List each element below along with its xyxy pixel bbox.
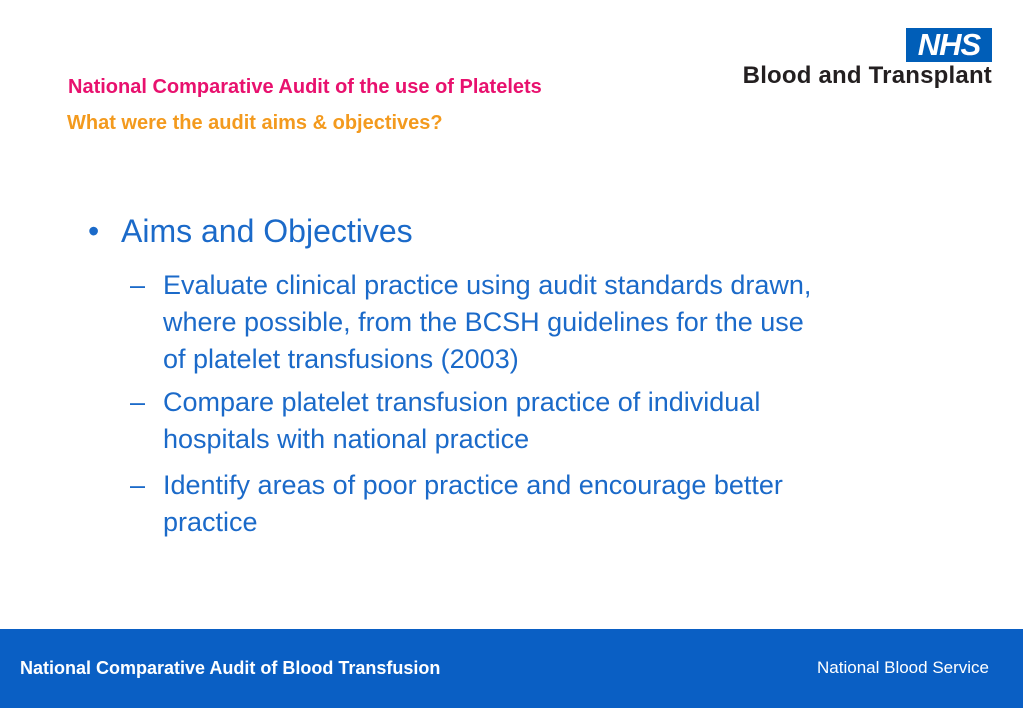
text-line: of platelet transfusions (2003) [163,344,519,374]
heading-bullet-item [88,213,413,250]
slide-title: National Comparative Audit of the use of Platelets [68,76,542,98]
text-line: Compare platelet transfusion practice of individual [163,387,761,417]
text-line: hospitals with national practice [163,424,530,454]
nhs-badge: NHS [906,28,992,62]
bullet-heading: Aims and Objectives [121,213,413,249]
text-line: practice [163,507,258,537]
sub-bullet-text [163,467,783,541]
footer-bar [0,629,1023,708]
bullet-icon: • [88,213,100,249]
text-line: Evaluate clinical practice using audit standards drawn, [163,270,812,300]
sub-bullet-text [163,384,760,458]
sub-bullet-text [163,267,811,378]
text-line: where possible, from the BCSH guidelines for the use [163,307,804,337]
dash-icon: – [130,270,146,300]
footer-audit-name: National Comparative Audit of Blood Transfusion [20,658,441,678]
dash-icon: – [130,387,146,417]
text-line: Identify areas of poor practice and encourage better [163,470,783,500]
slide-subtitle: What were the audit aims & objectives? [67,112,443,134]
footer-service-name: National Blood Service [817,658,989,677]
organisation-name: Blood and Transplant [742,62,992,89]
dash-icon: – [130,470,146,500]
